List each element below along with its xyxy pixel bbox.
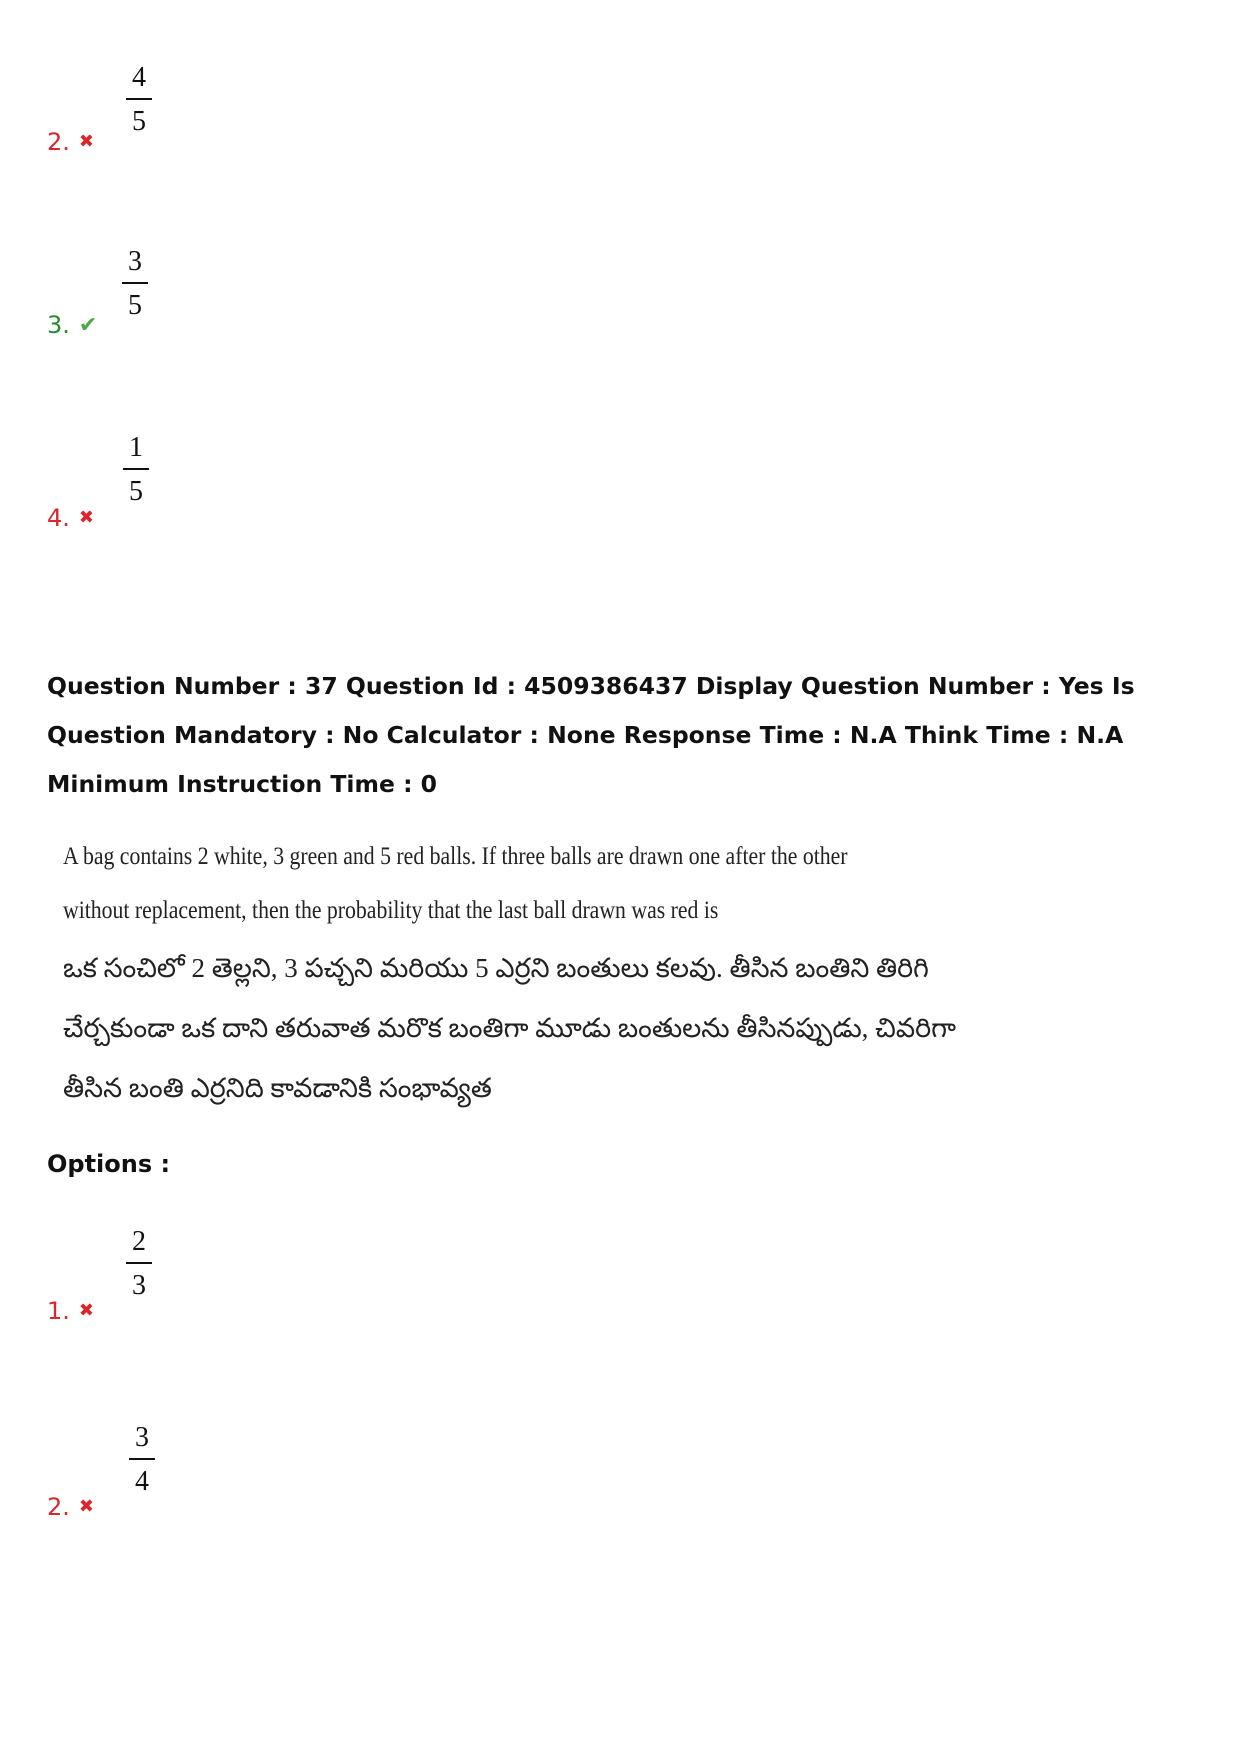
option-label bbox=[47, 1493, 94, 1521]
cross-icon: ✖ bbox=[78, 507, 94, 528]
fraction-denominator: 4 bbox=[135, 1466, 149, 1497]
fraction-numerator: 4 bbox=[132, 62, 146, 93]
option-label bbox=[47, 311, 97, 340]
fraction-bar bbox=[126, 1262, 152, 1264]
question-meta: Question Number : 37 Question Id : 4509386437 Display Question Number : Yes Is Question Mandatory : No Calculator : None Response Time : N.A Think Time : N.A Minimum Instruction Time : 0 bbox=[47, 672, 1135, 798]
fraction-numerator: 1 bbox=[129, 432, 143, 463]
option-number: 2. bbox=[47, 1493, 70, 1521]
fraction-denominator: 5 bbox=[128, 290, 142, 321]
question-english-line: A bag contains 2 white, 3 green and 5 red balls. If three balls are drawn one after the other bbox=[63, 843, 848, 870]
fraction-bar bbox=[123, 468, 149, 470]
option-number: 3. bbox=[47, 311, 70, 339]
question-telugu-line: తీసిన బంతి ఎర్రనిది కావడానికి సంభావ్యత bbox=[63, 1073, 492, 1103]
option-fraction bbox=[120, 246, 150, 322]
option-number: 2. bbox=[47, 128, 70, 156]
option-fraction bbox=[127, 1422, 157, 1498]
option-label bbox=[47, 504, 94, 532]
option-label bbox=[47, 1297, 94, 1325]
cross-icon: ✖ bbox=[78, 131, 94, 152]
option-fraction bbox=[124, 1226, 154, 1302]
fraction-numerator: 3 bbox=[135, 1422, 149, 1453]
options-heading: Options : bbox=[47, 1150, 171, 1178]
question-english-line: without replacement, then the probability that the last ball drawn was red is bbox=[63, 897, 719, 924]
cross-icon: ✖ bbox=[78, 1496, 94, 1517]
question-telugu-line: చేర్చకుండా ఒక దాని తరువాత మరొక బంతిగా మూడు బంతులను తీసినప్పుడు, చివరిగా bbox=[63, 1013, 956, 1043]
fraction-denominator: 3 bbox=[132, 1270, 146, 1301]
question-telugu-line: ఒక సంచిలో 2 తెల్లని, 3 పచ్చని మరియు 5 ఎర్రని బంతులు కలవు. తీసిన బంతిని తిరిగి bbox=[63, 953, 929, 983]
check-icon: ✔ bbox=[78, 313, 98, 338]
option-number: 4. bbox=[47, 504, 70, 532]
fraction-denominator: 5 bbox=[132, 106, 146, 137]
fraction-bar bbox=[126, 98, 152, 100]
fraction-numerator: 2 bbox=[132, 1226, 146, 1257]
fraction-denominator: 5 bbox=[129, 476, 143, 507]
option-fraction bbox=[121, 432, 151, 508]
fraction-bar bbox=[129, 1458, 155, 1460]
option-number: 1. bbox=[47, 1297, 70, 1325]
fraction-numerator: 3 bbox=[128, 246, 142, 277]
cross-icon: ✖ bbox=[78, 1300, 94, 1321]
option-label bbox=[47, 128, 94, 156]
question-text bbox=[63, 830, 963, 1118]
fraction-bar bbox=[122, 282, 148, 284]
option-fraction bbox=[124, 62, 154, 138]
